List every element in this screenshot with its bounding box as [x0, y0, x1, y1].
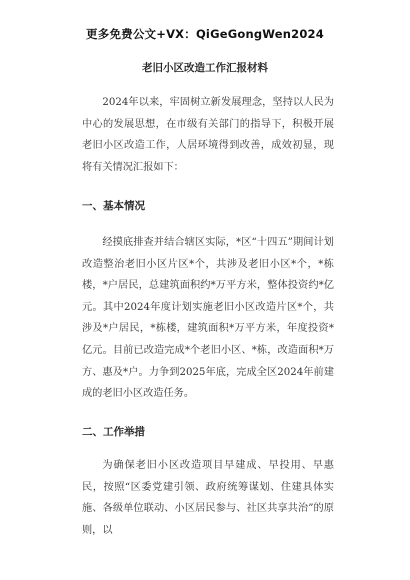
section-heading-work-measures: 二、工作举措 [82, 426, 145, 438]
document-title: 老旧小区改造工作汇报材料 [142, 62, 268, 74]
intro-paragraph: 2024年以来，牢固树立新发展理念，坚持以人民为中心的发展思想，在市级有关部门的指导下，积极开展老旧小区改造工作，人居环境得到改善，成效初显，现将有关情况汇报如下： [82, 97, 334, 173]
section-body-basic-situation: 经摸底排查并结合辖区实际，*区“十四五”期间计划改造整治老旧小区片区*个，共涉及老旧小区*个，*栋楼，*户居民，总建筑面积约*万平方米，整体投资约*亿元。其中2024年度计划实施老旧小区改造片区*个，共涉及*户居民，*栋楼，建筑面积*万平方米，年度投资*亿元。目前已改造完成*个老旧小区、*栋，改造面积*万方、惠及*户。力争到2025年底，完成全区2024年前建成的老旧小区改造任务。 [82, 237, 334, 400]
section-heading-basic-situation: 一、基本情况 [82, 200, 145, 212]
section-body-work-measures: 为确保老旧小区改造项目早建成、早投用、早惠民，按照“区委党建引领、政府统筹谋划、住建具体实施、各级单位联动、小区居民参与、社区共享共治”的原则，以 [82, 460, 334, 536]
watermark-header: 更多免费公文+VX：QiGeGongWen2024 [86, 27, 324, 41]
